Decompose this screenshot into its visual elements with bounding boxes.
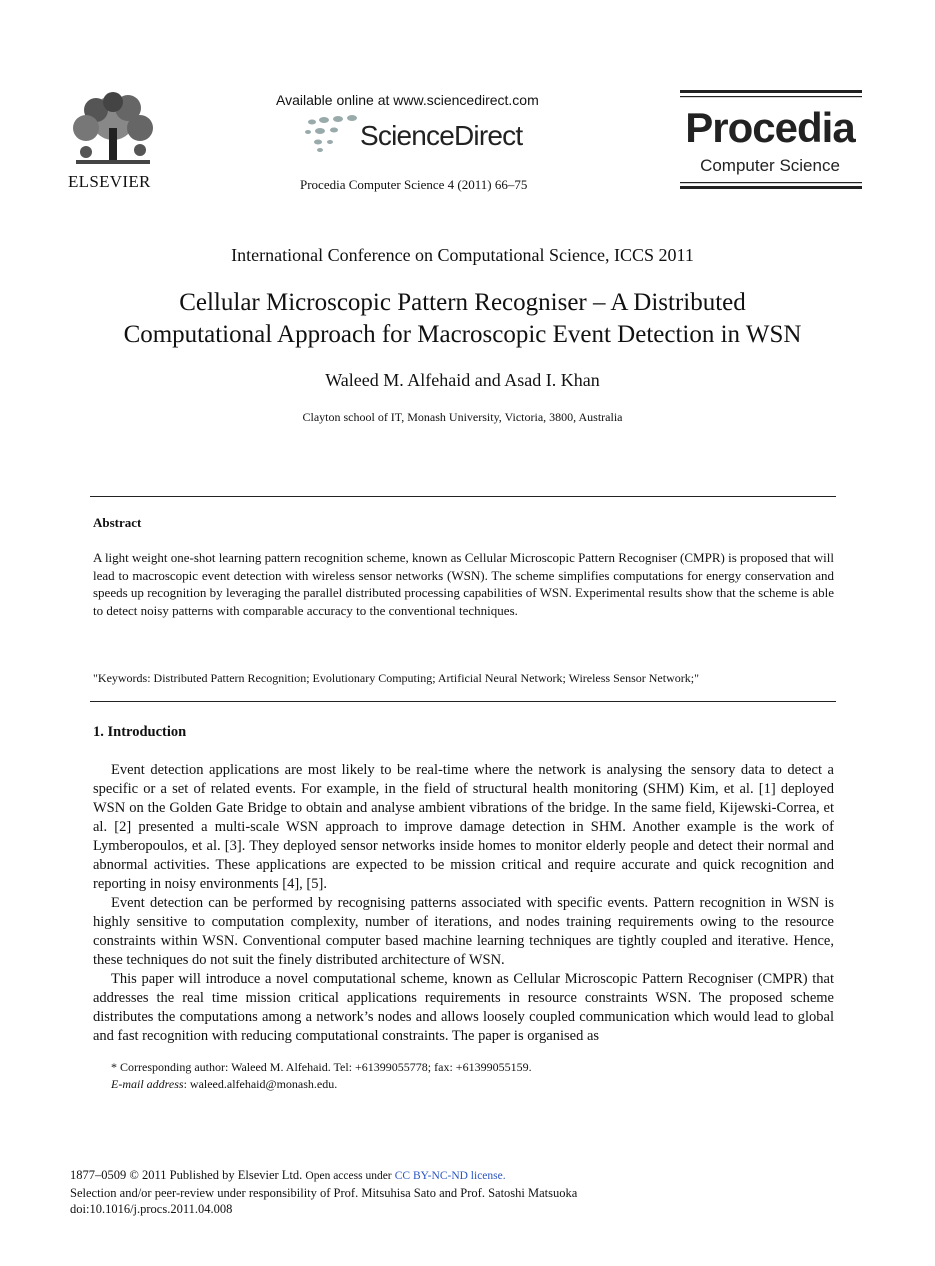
procedia-wordmark: Procedia (685, 104, 855, 151)
email-label: E-mail address (111, 1076, 184, 1091)
journal-reference: Procedia Computer Science 4 (2011) 66–75 (300, 177, 528, 192)
introduction-body (93, 761, 834, 1046)
footer (70, 1167, 870, 1218)
available-online-text[interactable]: Available online at www.sciencedirect.com (276, 92, 539, 108)
footnote (93, 1059, 834, 1092)
abstract-text: A light weight one-shot learning pattern recognition scheme, known as Cellular Microscopic Pattern Recogniser (CMPR) is proposed that will lead to macroscopic event detection with wireless sensor networks (WSN). The scheme simplifies computations for energy conservation and speeds up recognition by leveraging the parallel distributed processing capabilities of WSN. Experimental results show that the scheme is able to detect noisy patterns with comparable accuracy to the conventional techniques. (93, 550, 834, 618)
email-line (93, 1076, 834, 1093)
section-heading-introduction: 1. Introduction (93, 724, 187, 740)
procedia-subtitle: Computer Science (700, 156, 840, 175)
bottom-divider (90, 701, 836, 702)
title-line-1: Cellular Microscopic Pattern Recogniser – A Distributed (179, 289, 746, 316)
authors: Waleed M. Alfehaid and Asad I. Khan (325, 370, 600, 390)
affiliation: Clayton school of IT, Monash University, Victoria, 3800, Australia (302, 410, 623, 424)
doi[interactable]: doi:10.1016/j.procs.2011.04.008 (70, 1202, 233, 1216)
top-divider (90, 496, 836, 497)
open-access-text: Open access under (305, 1170, 392, 1182)
paragraph: This paper will introduce a novel computational scheme, known as Cellular Microscopic Pattern Recogniser (CMPR) that addresses the real time mission critical applications requirements in resource constraints WSN. The proposed scheme distributes the computations among a network’s nodes and allows loosely coupled communication which would lead to global and fast recognition with reducing computational constraints. The paper is organised as (93, 971, 834, 1044)
title-line-2: Computational Approach for Macroscopic Event Detection in WSN (123, 321, 802, 348)
elsevier-wordmark: ELSEVIER (68, 172, 151, 191)
keywords: "Keywords: Distributed Pattern Recognition; Evolutionary Computing; Artificial Neural Network; Wireless Sensor Network;" (93, 671, 699, 685)
copyright-line (70, 1167, 870, 1185)
corresponding-author: * Corresponding author: Waleed M. Alfehaid. Tel: +61399055778; fax: +61399055159. (111, 1060, 532, 1074)
peer-review-line: Selection and/or peer-review under responsibility of Prof. Mitsuhisa Sato and Prof. Satoshi Matsuoka (70, 1185, 578, 1200)
paragraph: Event detection applications are most likely to be real-time where the network is analysing the sensory data to detect a specific or a set of related events. For example, in the field of structural health monitoring (SHM) Kim, et al. [1] deployed WSN on the Golden Gate Bridge to obtain and analyse ambient vibrations of the bridge. In the same field, Kijewski-Correa, et al. [2] presented a multi-scale WSN approach to improve damage detection in SHM. Another example is the work of Lymberopoulos, et al. [3]. They deployed sensor networks inside homes to monitor elderly people and detect their normal and abnormal activities. These applications are expected to be mission critical and require accurate and quick recognition and reporting in noisy environments [4], [5]. (93, 762, 834, 892)
license-link[interactable]: CC BY-NC-ND license. (394, 1170, 506, 1182)
abstract-heading: Abstract (93, 515, 142, 530)
paragraph: Event detection can be performed by recognising patterns associated with specific events. Pattern recognition in WSN is highly sensitive to computation complexity, number of iterations, and nodes training requirements owing to the resource constraints within WSN. Conventional computer based machine learning techniques are tightly coupled and iterative. Hence, these techniques do not suit the finely distributed architecture of WSN. (93, 895, 834, 968)
issn-copyright: 1877–0509 © 2011 Published by Elsevier Ltd. (70, 1168, 303, 1182)
paper-title (60, 287, 865, 351)
sciencedirect-wordmark: ScienceDirect (360, 120, 523, 151)
email-address[interactable]: : waleed.alfehaid@monash.edu. (183, 1076, 338, 1091)
conference-name: International Conference on Computational Science, ICCS 2011 (231, 245, 694, 265)
